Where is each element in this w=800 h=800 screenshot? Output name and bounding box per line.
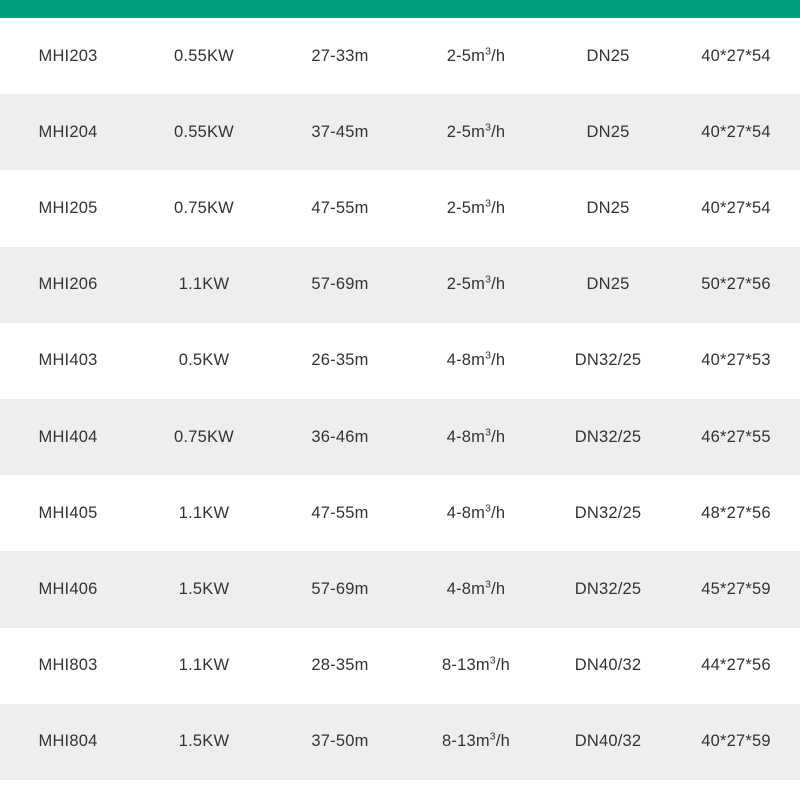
- flow-value: 4-8m: [446, 351, 486, 370]
- table-row: [0, 18, 800, 94]
- cell-power: 1.1KW: [136, 628, 272, 704]
- cell-size: 44*27*56: [672, 628, 800, 704]
- flow-value: 2-5m: [446, 46, 486, 65]
- flow-unit: /h: [491, 122, 506, 141]
- cell-port: DN32/25: [544, 323, 672, 399]
- flow-exponent: 3: [485, 121, 492, 134]
- cell-port: DN40/32: [544, 704, 672, 780]
- cell-size: 46*27*55: [672, 399, 800, 475]
- cell-flow: [408, 247, 544, 323]
- cell-power: 1.5KW: [136, 551, 272, 627]
- flow-exponent: 3: [485, 349, 492, 362]
- flow-unit: /h: [491, 579, 506, 598]
- cell-size: 40*27*53: [672, 323, 800, 399]
- cell-port: DN32/25: [544, 551, 672, 627]
- flow-exponent: 3: [485, 426, 492, 439]
- cell-model: MHI405: [0, 475, 136, 551]
- flow-unit: /h: [495, 656, 510, 675]
- cell-head: 37-45m: [272, 94, 408, 170]
- table-body: [0, 18, 800, 780]
- cell-port: DN25: [544, 94, 672, 170]
- table-row: [0, 551, 800, 627]
- cell-model: MHI803: [0, 628, 136, 704]
- specification-table: [0, 18, 800, 780]
- cell-model: MHI403: [0, 323, 136, 399]
- cell-port: DN32/25: [544, 475, 672, 551]
- cell-size: 40*27*54: [672, 18, 800, 94]
- flow-exponent: 3: [485, 273, 492, 286]
- cell-size: 45*27*59: [672, 551, 800, 627]
- cell-head: 47-55m: [272, 475, 408, 551]
- flow-unit: /h: [491, 503, 506, 522]
- cell-head: 57-69m: [272, 551, 408, 627]
- cell-head: 26-35m: [272, 323, 408, 399]
- cell-flow: [408, 323, 544, 399]
- cell-power: 0.5KW: [136, 323, 272, 399]
- flow-value: 8-13m: [442, 656, 490, 675]
- flow-exponent: 3: [485, 45, 492, 58]
- cell-size: 48*27*56: [672, 475, 800, 551]
- cell-model: MHI203: [0, 18, 136, 94]
- table-row: [0, 704, 800, 780]
- flow-exponent: 3: [489, 654, 496, 667]
- cell-power: 0.55KW: [136, 18, 272, 94]
- flow-unit: /h: [491, 46, 506, 65]
- flow-unit: /h: [495, 732, 510, 751]
- flow-exponent: 3: [485, 502, 492, 515]
- cell-head: 36-46m: [272, 399, 408, 475]
- cell-port: DN25: [544, 18, 672, 94]
- cell-power: 1.1KW: [136, 247, 272, 323]
- cell-flow: [408, 475, 544, 551]
- flow-unit: /h: [491, 275, 506, 294]
- flow-value: 4-8m: [446, 503, 486, 522]
- cell-power: 0.75KW: [136, 399, 272, 475]
- cell-power: 0.55KW: [136, 94, 272, 170]
- cell-model: MHI406: [0, 551, 136, 627]
- flow-exponent: 3: [489, 730, 496, 743]
- cell-head: 57-69m: [272, 247, 408, 323]
- cell-flow: [408, 170, 544, 246]
- flow-value: 4-8m: [446, 579, 486, 598]
- table-row: [0, 94, 800, 170]
- cell-port: DN40/32: [544, 628, 672, 704]
- cell-model: MHI404: [0, 399, 136, 475]
- table-row: [0, 399, 800, 475]
- flow-value: 2-5m: [446, 198, 486, 217]
- cell-head: 47-55m: [272, 170, 408, 246]
- cell-power: 1.1KW: [136, 475, 272, 551]
- cell-flow: [408, 18, 544, 94]
- flow-value: 8-13m: [442, 732, 490, 751]
- cell-port: DN25: [544, 170, 672, 246]
- cell-flow: [408, 628, 544, 704]
- table-row: [0, 247, 800, 323]
- flow-value: 4-8m: [446, 427, 486, 446]
- flow-value: 2-5m: [446, 275, 486, 294]
- cell-port: DN25: [544, 247, 672, 323]
- cell-power: 0.75KW: [136, 170, 272, 246]
- flow-unit: /h: [491, 427, 506, 446]
- cell-flow: [408, 399, 544, 475]
- cell-size: 40*27*54: [672, 170, 800, 246]
- cell-head: 28-35m: [272, 628, 408, 704]
- cell-head: 37-50m: [272, 704, 408, 780]
- cell-head: 27-33m: [272, 18, 408, 94]
- cell-flow: [408, 94, 544, 170]
- cell-model: MHI205: [0, 170, 136, 246]
- table-row: [0, 475, 800, 551]
- cell-model: MHI804: [0, 704, 136, 780]
- table-row: [0, 170, 800, 246]
- cell-port: DN32/25: [544, 399, 672, 475]
- cell-size: 40*27*54: [672, 94, 800, 170]
- cell-size: 50*27*56: [672, 247, 800, 323]
- accent-top-bar: [0, 0, 800, 18]
- cell-model: MHI206: [0, 247, 136, 323]
- flow-exponent: 3: [485, 197, 492, 210]
- cell-model: MHI204: [0, 94, 136, 170]
- flow-unit: /h: [491, 198, 506, 217]
- cell-power: 1.5KW: [136, 704, 272, 780]
- cell-flow: [408, 551, 544, 627]
- flow-unit: /h: [491, 351, 506, 370]
- flow-value: 2-5m: [446, 122, 486, 141]
- cell-size: 40*27*59: [672, 704, 800, 780]
- table-row: [0, 323, 800, 399]
- cell-flow: [408, 704, 544, 780]
- table-row: [0, 628, 800, 704]
- flow-exponent: 3: [485, 578, 492, 591]
